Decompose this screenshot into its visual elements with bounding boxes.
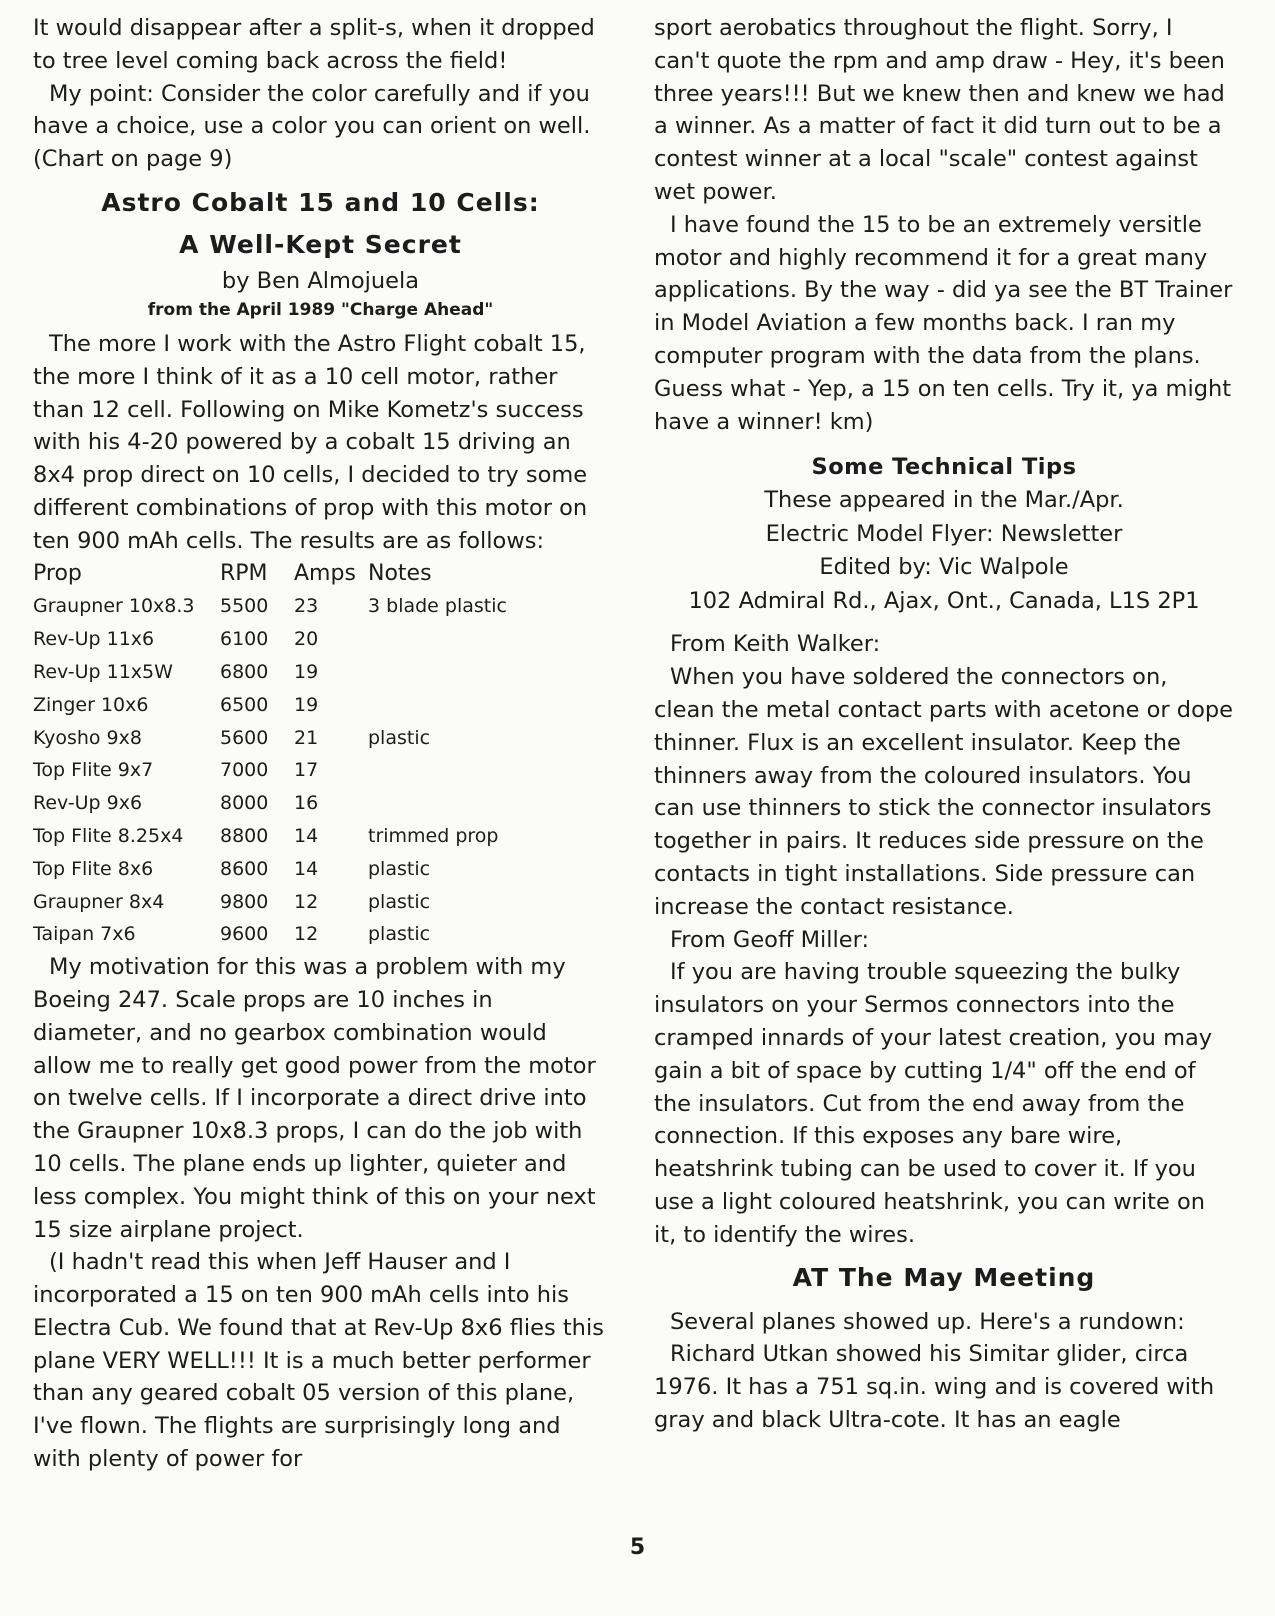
page-number: 5 xyxy=(629,1535,646,1560)
rpm-cell: 9600 xyxy=(220,923,269,946)
tip-paragraph: If you are having trouble squeezing the bulky insulators on your Sermos connectors into the cramped innards of your latest creation, you may gain a bit of space by cutting 1/4" off the end of the insulators. Cut from the end away from the connection. If this exposes any bare wire, heatshrink tubing can be used to cover it. If you use a light coloured heatshrink, you can write on it, to identify the wires. xyxy=(654,959,1213,1248)
tech-tips-source: These appeared in the Mar./Apr. xyxy=(764,487,1124,514)
amps-cell: 14 xyxy=(294,824,319,847)
notes-cell: 3 blade plastic xyxy=(368,595,507,618)
rpm-cell: 6800 xyxy=(220,660,269,683)
notes-cell xyxy=(368,656,507,689)
notes-cell: plastic xyxy=(368,890,431,913)
article-byline: by Ben Almojuela xyxy=(221,267,420,294)
table-row xyxy=(33,853,507,886)
prop-cell: Rev-Up 11x5W xyxy=(33,660,173,683)
point-paragraph: My point: Consider the color carefully and if you have a choice, use a color you can orient on well. (Chart on page 9) xyxy=(33,80,591,173)
amps-cell: 19 xyxy=(294,693,319,716)
prop-cell: Rev-Up 9x6 xyxy=(33,792,143,815)
notes-cell xyxy=(368,787,507,820)
right-column xyxy=(654,12,1234,1437)
amps-cell: 12 xyxy=(294,890,319,913)
rpm-cell: 5600 xyxy=(220,726,269,749)
column-header-prop: Prop xyxy=(33,560,82,586)
amps-cell: 20 xyxy=(294,628,319,651)
amps-cell: 16 xyxy=(294,792,319,815)
amps-cell: 14 xyxy=(294,857,319,880)
table-row xyxy=(33,886,507,919)
tip-author: From Keith Walker: xyxy=(670,631,881,658)
prop-cell: Top Flite 8.25x4 xyxy=(33,824,184,847)
article-paragraph: (I hadn't read this when Jeff Hauser and I incorporated a 15 on ten 900 mAh cells into his Electra Cub. We found that at Rev-Up 8x6 flies this plane VERY WELL!!! It is a much better performer than any geared cobalt 05 version of this plane, I've flown. The flights are surprisingly long and with plenty of power for xyxy=(33,1249,604,1473)
notes-cell: plastic xyxy=(368,857,431,880)
intro-paragraph: It would disappear after a split-s, when it dropped to tree level coming back across the field! xyxy=(33,15,595,74)
tech-tips-title: Some Technical Tips xyxy=(811,454,1077,481)
meeting-paragraph: Several planes showed up. Here's a rundown: xyxy=(670,1308,1185,1335)
tech-tips-address: 102 Admiral Rd., Ajax, Ont., Canada, L1S 2P1 xyxy=(688,587,1200,614)
notes-cell: trimmed prop xyxy=(368,824,499,847)
prop-cell: Top Flite 8x6 xyxy=(33,857,154,880)
rpm-cell: 7000 xyxy=(220,759,269,782)
article-header xyxy=(33,182,608,324)
rpm-cell: 8600 xyxy=(220,857,269,880)
amps-cell: 23 xyxy=(294,595,319,618)
table-row xyxy=(33,754,507,787)
prop-results-table xyxy=(33,558,507,952)
prop-cell: Taipan 7x6 xyxy=(33,923,136,946)
tip-paragraph: When you have soldered the connectors on, clean the metal contact parts with acetone or dope thinner. Flux is an excellent insulator. Keep the thinners away from the coloured insulators. You can use thinners to stick the connector insulators together in pairs. It reduces side pressure on the contacts in tight installations. Side pressure can increase the contact resistance. xyxy=(654,664,1233,920)
amps-cell: 21 xyxy=(294,726,319,749)
table-header-row xyxy=(33,558,507,591)
prop-cell: Graupner 8x4 xyxy=(33,890,165,913)
rpm-cell: 8800 xyxy=(220,824,269,847)
meeting-section xyxy=(654,1258,1234,1437)
amps-cell: 19 xyxy=(294,660,319,683)
article-title-line1: Astro Cobalt 15 and 10 Cells: xyxy=(101,187,540,217)
notes-cell xyxy=(368,623,507,656)
notes-cell: plastic xyxy=(368,923,431,946)
tech-tips-source: Electric Model Flyer: Newsletter xyxy=(765,520,1123,547)
article-source: from the April 1989 "Charge Ahead" xyxy=(147,299,494,320)
rpm-cell: 6500 xyxy=(220,693,269,716)
notes-cell xyxy=(368,689,507,722)
rpm-cell: 5500 xyxy=(220,595,269,618)
tech-tips-editor: Edited by: Vic Walpole xyxy=(819,554,1069,581)
tip-author: From Geoff Miller: xyxy=(670,926,870,953)
left-column xyxy=(33,12,608,1476)
column-header-rpm: RPM xyxy=(220,560,268,586)
tech-tips-section xyxy=(654,450,1234,1251)
prop-cell: Kyosho 9x8 xyxy=(33,726,142,749)
table-row xyxy=(33,689,507,722)
prop-cell: Graupner 10x8.3 xyxy=(33,595,195,618)
rpm-cell: 9800 xyxy=(220,890,269,913)
table-row xyxy=(33,787,507,820)
continuation-paragraph: sport aerobatics throughout the flight. Sorry, I can't quote the rpm and amp draw - Hey, it's been three years!!! But we knew then and knew we had a winner. As a matter of fact it did turn out to be a contest winner at a local "scale" contest against wet power. xyxy=(654,15,1225,205)
prop-cell: Rev-Up 11x6 xyxy=(33,628,155,651)
column-header-amps: Amps xyxy=(294,560,356,586)
amps-cell: 17 xyxy=(294,759,319,782)
meeting-title: AT The May Meeting xyxy=(792,1262,1096,1292)
table-row xyxy=(33,590,507,623)
amps-cell: 12 xyxy=(294,923,319,946)
rpm-cell: 8000 xyxy=(220,792,269,815)
article-paragraph: My motivation for this was a problem with my Boeing 247. Scale props are 10 inches in diameter, and no gearbox combination would allow me to really get good power from the motor on twelve cells. If I incorporate a direct drive into the Graupner 10x8.3 props, I can do the job with 10 cells. The plane ends up lighter, quieter and less complex. You might think of this on your next 15 size airplane project. xyxy=(33,954,596,1243)
article-paragraph: The more I work with the Astro Flight cobalt 15, the more I think of it as a 10 cell motor, rather than 12 cell. Following on Mike Kometz's success with his 4-20 powered by a cobalt 15 driving an 8x4 prop direct on 10 cells, I decided to try some different combinations of prop with this motor on ten 900 mAh cells. The results are as follows: xyxy=(33,330,588,554)
table-row xyxy=(33,722,507,755)
table-row xyxy=(33,656,507,689)
prop-cell: Top Flite 9x7 xyxy=(33,759,154,782)
meeting-paragraph: Richard Utkan showed his Simitar glider, circa 1976. It has a 751 sq.in. wing and is covered with gray and black Ultra-cote. It has an eagle xyxy=(654,1341,1215,1433)
table-row xyxy=(33,623,507,656)
article-paragraph: I have found the 15 to be an extremely versitle motor and highly recommend it for a great many applications. By the way - did ya see the BT Trainer in Model Aviation a few months back. I ran my computer program with the data from the plans. Guess what - Yep, a 15 on ten cells. Try it, ya might have a winner! km) xyxy=(654,211,1233,435)
article-title-line2: A Well-Kept Secret xyxy=(179,229,462,259)
notes-cell: plastic xyxy=(368,726,431,749)
prop-cell: Zinger 10x6 xyxy=(33,693,149,716)
rpm-cell: 6100 xyxy=(220,628,269,651)
column-header-notes: Notes xyxy=(368,560,432,586)
table-row xyxy=(33,918,507,951)
table-row xyxy=(33,820,507,853)
notes-cell xyxy=(368,754,507,787)
